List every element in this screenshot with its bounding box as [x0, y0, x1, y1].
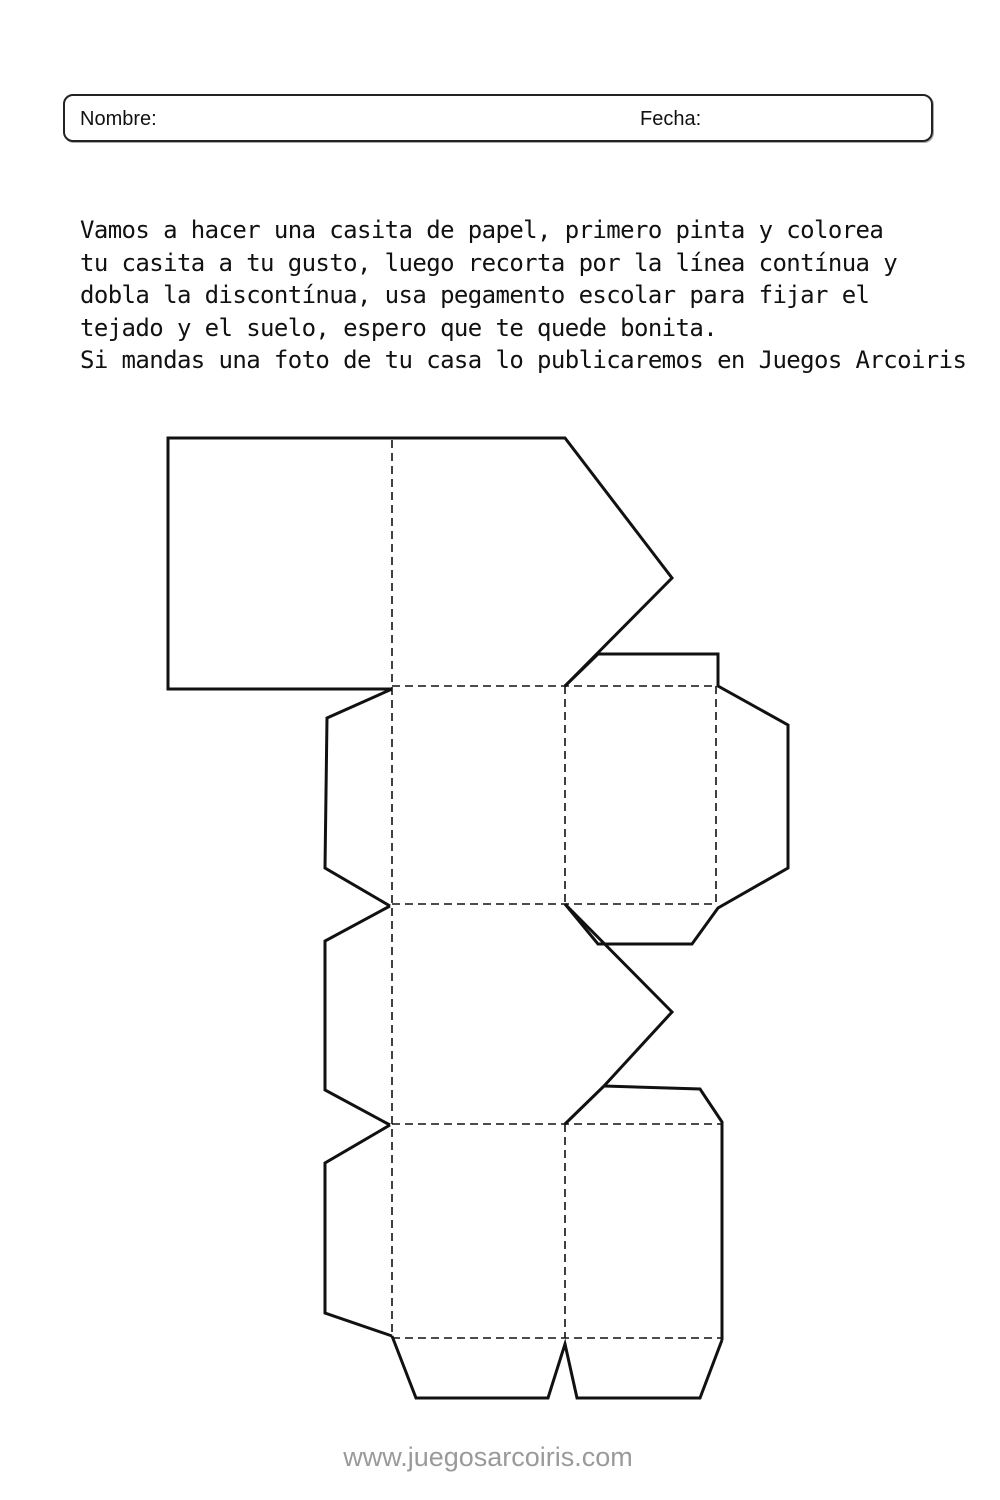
glue-tab-left-3 — [325, 1125, 392, 1336]
instruction-line: Vamos a hacer una casita de papel, primero pinta y colorea — [80, 216, 884, 244]
roof-panel-outline — [168, 438, 392, 689]
instruction-line: tejado y el suelo, espero que te quede bonita. — [80, 313, 718, 342]
cut-lines — [168, 438, 788, 1398]
instruction-line: dobla la discontínua, usa pegamento escolar para fijar el — [80, 281, 870, 309]
date-label: Fecha: — [640, 108, 702, 130]
instruction-line: tu casita a tu gusto, luego recorta por la línea contínua y — [80, 248, 898, 277]
instruction-line: Si mandas una foto de tu casa lo publicaremos en Juegos Arcoiris — [80, 346, 967, 374]
name-label: Nombre: — [80, 108, 157, 130]
front-gable-outline — [392, 438, 672, 686]
footer-url: www.juegosarcoiris.com — [343, 1442, 633, 1472]
side-panel-lower-edge — [392, 1336, 722, 1398]
glue-tab-left-2 — [325, 906, 390, 1125]
back-gable-outline — [565, 904, 672, 1086]
back-gable-join — [565, 1086, 604, 1124]
glue-tab-left-1 — [325, 689, 392, 906]
side-flap-upper — [565, 654, 788, 944]
fold-lines — [392, 440, 722, 1338]
